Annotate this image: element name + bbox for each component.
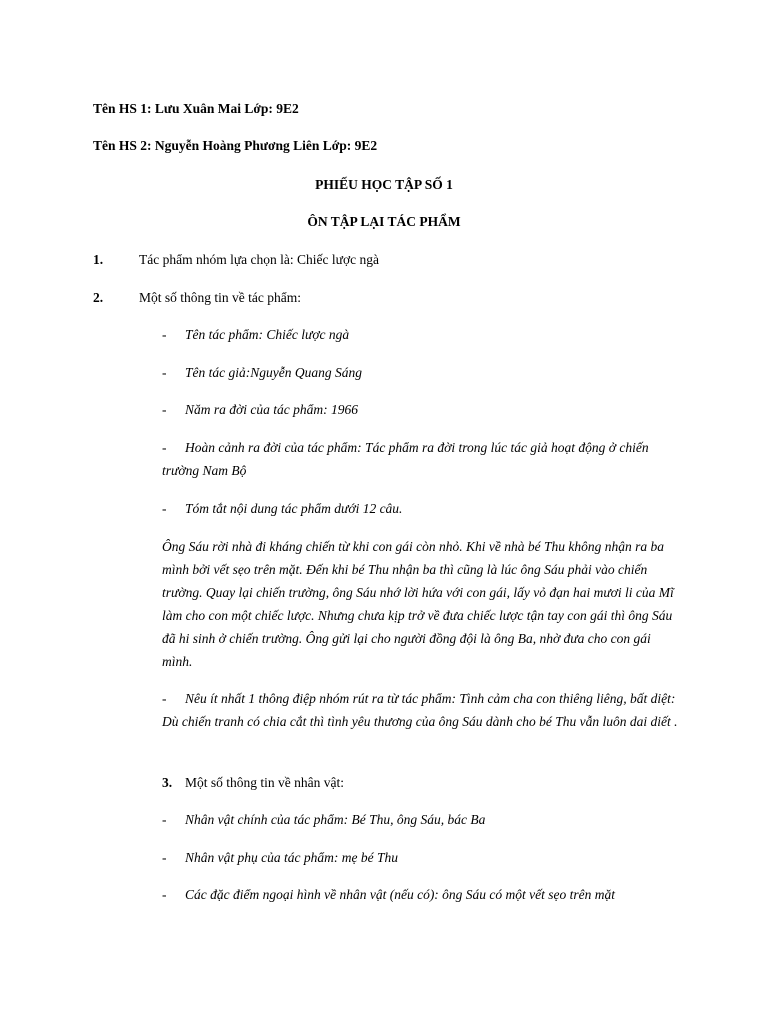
appearance-bullet: Các đặc điểm ngoại hình về nhân vật (nếu có): ông Sáu có một vết sẹo trên mặt <box>185 887 616 902</box>
bullet-dash: - <box>162 812 167 827</box>
minor-characters-bullet: Nhân vật phụ của tác phẩm: mẹ bé Thu <box>185 850 398 865</box>
author-bullet: Tên tác giả:Nguyễn Quang Sáng <box>185 365 362 380</box>
worksheet-title: PHIẾU HỌC TẬP SỐ 1 <box>315 177 453 192</box>
bullet-dash: - <box>162 850 167 865</box>
worksheet-subtitle: ÔN TẬP LẠI TÁC PHẨM <box>307 214 461 229</box>
bullet-dash: - <box>162 365 167 380</box>
bullet-dash: - <box>162 402 167 417</box>
message-bullet-text: Nêu ít nhất 1 thông điệp nhóm rút ra từ tác phẩm: Tình cảm cha con thiêng liêng, bất diệt: Dù chiến tranh có chia cắt thì tình yêu thương của ông Sáu dành cho bé Thu vẫn luôn dai diết . <box>162 691 678 729</box>
context-bullet-text: Hoàn cảnh ra đời của tác phẩm: Tác phẩm ra đời trong lúc tác giả hoạt động ở chiến trường Nam Bộ <box>162 440 649 478</box>
summary-bullet: Tóm tắt nội dung tác phẩm dưới 12 câu. <box>185 501 403 516</box>
bullet-dash: - <box>162 327 167 342</box>
item-1-text: Tác phẩm nhóm lựa chọn là: Chiếc lược ngà <box>139 252 379 267</box>
item-3-number: 3. <box>162 775 173 790</box>
bullet-dash: - <box>162 440 167 455</box>
context-bullet <box>162 436 684 482</box>
main-characters-bullet: Nhân vật chính của tác phẩm: Bé Thu, ông Sáu, bác Ba <box>185 812 486 827</box>
work-title-bullet: Tên tác phẩm: Chiếc lược ngà <box>185 327 350 342</box>
year-bullet: Năm ra đời của tác phẩm: 1966 <box>185 402 358 417</box>
item-1-number: 1. <box>93 252 104 267</box>
student-2-line: Tên HS 2: Nguyễn Hoàng Phương Liên Lớp: 9E2 <box>93 138 378 153</box>
item-2-text: Một số thông tin về tác phẩm: <box>139 290 301 305</box>
item-3-text: Một số thông tin về nhân vật: <box>185 775 344 790</box>
summary-paragraph: Ông Sáu rời nhà đi kháng chiến từ khi con gái còn nhỏ. Khi về nhà bé Thu không nhận ra ba mình bởi vết sẹo trên mặt. Đến khi bé Thu nhận ba thì cũng là lúc ông Sáu phải vào chiến trường. Quay lại chiến trường, ông Sáu nhớ lời hứa với con gái, lấy vỏ đạn hai mươi li của Mĩ làm cho con một chiếc lược. Nhưng chưa kịp trở về đưa chiếc lược tận tay con gái thì ông Sáu đã hi sinh ở chiến trường. Ông gửi lại cho người đồng đội là ông Ba, nhờ đưa cho con gái mình. <box>162 539 674 669</box>
bullet-dash: - <box>162 691 167 706</box>
bullet-dash: - <box>162 887 167 902</box>
bullet-dash: - <box>162 501 167 516</box>
item-2-number: 2. <box>93 290 104 305</box>
message-bullet <box>162 687 684 733</box>
student-1-line: Tên HS 1: Lưu Xuân Mai Lớp: 9E2 <box>93 101 299 116</box>
